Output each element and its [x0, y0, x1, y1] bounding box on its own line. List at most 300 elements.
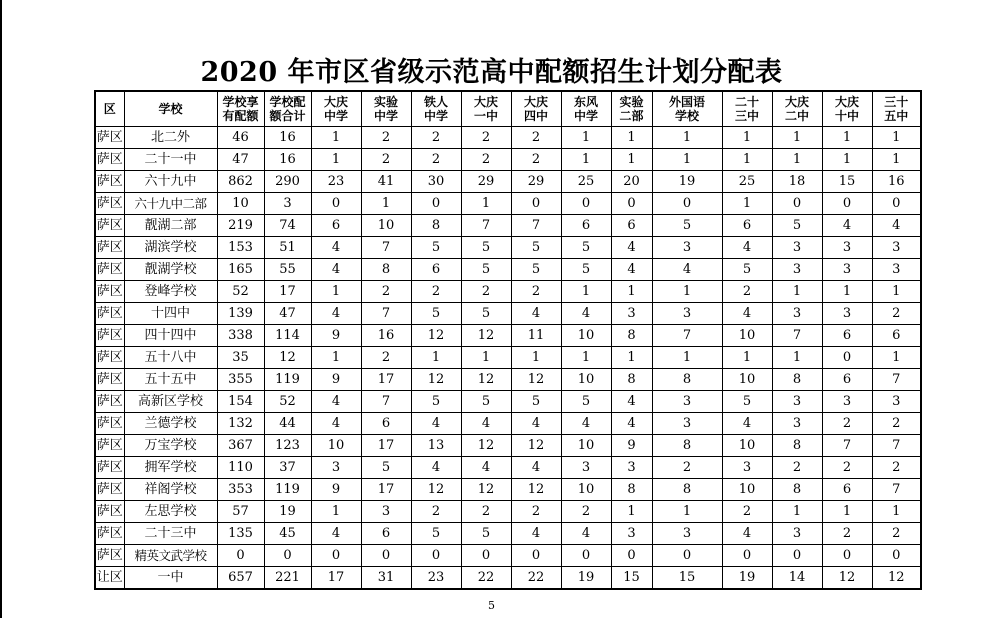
quota-cell: 31	[361, 567, 411, 590]
quota-cell: 5	[561, 259, 611, 281]
quota-cell: 2	[411, 127, 461, 149]
quota-cell: 8	[611, 325, 652, 347]
quota-cell: 0	[561, 545, 611, 567]
school-name-cell: 北二外	[124, 127, 217, 149]
column-header-line: 铁人	[423, 95, 448, 109]
column-header	[311, 91, 361, 127]
quota-cell: 12	[411, 325, 461, 347]
quota-cell: 1	[311, 149, 361, 171]
quota-total-cell: 123	[264, 435, 311, 457]
table-row	[95, 149, 921, 171]
quota-cell: 4	[722, 237, 772, 259]
column-header-line: 区	[103, 102, 116, 116]
column-header-line: 中学	[373, 109, 398, 123]
table-row	[95, 369, 921, 391]
quota-cell: 1	[511, 347, 561, 369]
quota-cell: 5	[561, 391, 611, 413]
quota-total-cell: 290	[264, 171, 311, 193]
quota-cell: 2	[652, 457, 722, 479]
school-name-cell: 五十八中	[124, 347, 217, 369]
quota-cell: 0	[872, 545, 921, 567]
quota-cell: 1	[411, 347, 461, 369]
entitled-quota-cell: 57	[217, 501, 264, 523]
quota-cell: 5	[772, 215, 822, 237]
column-header-line: 大庆	[834, 95, 859, 109]
entitled-quota-cell: 862	[217, 171, 264, 193]
quota-cell: 1	[872, 281, 921, 303]
quota-cell: 10	[561, 325, 611, 347]
column-header	[511, 91, 561, 127]
quota-cell: 5	[411, 303, 461, 325]
quota-cell: 4	[511, 413, 561, 435]
quota-cell: 25	[722, 171, 772, 193]
quota-cell: 1	[561, 127, 611, 149]
column-header	[461, 91, 511, 127]
quota-cell: 0	[411, 545, 461, 567]
quota-cell: 2	[461, 501, 511, 523]
quota-cell: 12	[461, 325, 511, 347]
column-header-line: 十中	[834, 109, 859, 123]
quota-cell: 1	[772, 347, 822, 369]
quota-cell: 2	[361, 347, 411, 369]
column-header-line: 大庆	[523, 95, 548, 109]
quota-cell: 7	[772, 325, 822, 347]
entitled-quota-cell: 0	[217, 545, 264, 567]
quota-cell: 17	[361, 369, 411, 391]
school-name-cell: 六十九中二部	[124, 193, 217, 215]
page-number: 5	[488, 599, 495, 612]
quota-cell: 12	[461, 479, 511, 501]
column-header	[361, 91, 411, 127]
column-header-line: 大庆	[323, 95, 348, 109]
table-row	[95, 457, 921, 479]
quota-cell: 3	[772, 237, 822, 259]
column-header-line: 三十	[884, 95, 909, 109]
table-row	[95, 325, 921, 347]
entitled-quota-cell: 46	[217, 127, 264, 149]
district-cell: 萨区	[95, 237, 124, 259]
district-cell: 萨区	[95, 501, 124, 523]
quota-cell: 10	[722, 325, 772, 347]
quota-cell: 8	[611, 369, 652, 391]
table-row	[95, 193, 921, 215]
quota-cell: 4	[461, 413, 511, 435]
left-margin-rule	[0, 0, 2, 618]
quota-cell: 12	[411, 479, 461, 501]
quota-cell: 5	[722, 391, 772, 413]
quota-cell: 3	[611, 303, 652, 325]
quota-cell: 3	[772, 259, 822, 281]
column-header	[95, 91, 124, 127]
quota-cell: 10	[361, 215, 411, 237]
quota-cell: 2	[361, 281, 411, 303]
quota-cell: 0	[611, 545, 652, 567]
quota-cell: 2	[511, 149, 561, 171]
quota-total-cell: 51	[264, 237, 311, 259]
entitled-quota-cell: 10	[217, 193, 264, 215]
column-header-line: 学校	[158, 102, 183, 116]
quota-cell: 3	[361, 501, 411, 523]
quota-cell: 22	[511, 567, 561, 590]
quota-cell: 0	[361, 545, 411, 567]
school-name-cell: 左思学校	[124, 501, 217, 523]
quota-cell: 4	[722, 303, 772, 325]
quota-cell: 17	[361, 435, 411, 457]
table-row	[95, 215, 921, 237]
quota-cell: 2	[361, 127, 411, 149]
quota-cell: 18	[772, 171, 822, 193]
quota-cell: 2	[822, 413, 872, 435]
quota-cell: 8	[361, 259, 411, 281]
quota-cell: 8	[411, 215, 461, 237]
column-header	[561, 91, 611, 127]
school-name-cell: 靓湖学校	[124, 259, 217, 281]
quota-cell: 2	[361, 149, 411, 171]
quota-cell: 1	[311, 347, 361, 369]
quota-cell: 12	[461, 369, 511, 391]
quota-cell: 0	[311, 545, 361, 567]
table-row	[95, 303, 921, 325]
column-header-line: 五中	[884, 109, 909, 123]
quota-cell: 1	[461, 193, 511, 215]
school-name-cell: 十四中	[124, 303, 217, 325]
quota-total-cell: 17	[264, 281, 311, 303]
quota-cell: 2	[411, 149, 461, 171]
quota-cell: 5	[461, 303, 511, 325]
school-name-cell: 湖滨学校	[124, 237, 217, 259]
column-header	[872, 91, 921, 127]
quota-cell: 3	[872, 391, 921, 413]
quota-cell: 3	[652, 523, 722, 545]
column-header-line: 有配额	[222, 109, 259, 123]
quota-cell: 8	[652, 435, 722, 457]
column-header	[264, 91, 311, 127]
quota-cell: 1	[872, 347, 921, 369]
district-cell: 萨区	[95, 171, 124, 193]
quota-cell: 4	[611, 413, 652, 435]
quota-cell: 6	[822, 369, 872, 391]
quota-cell: 12	[411, 369, 461, 391]
quota-cell: 6	[872, 325, 921, 347]
table-row	[95, 281, 921, 303]
quota-cell: 7	[872, 479, 921, 501]
quota-total-cell: 16	[264, 127, 311, 149]
quota-cell: 5	[511, 391, 561, 413]
quota-cell: 15	[611, 567, 652, 590]
school-name-cell: 二十三中	[124, 523, 217, 545]
table-row	[95, 171, 921, 193]
quota-cell: 12	[511, 479, 561, 501]
quota-cell: 0	[822, 347, 872, 369]
quota-cell: 12	[461, 435, 511, 457]
quota-cell: 2	[722, 501, 772, 523]
quota-total-cell: 3	[264, 193, 311, 215]
quota-cell: 7	[652, 325, 722, 347]
quota-cell: 29	[461, 171, 511, 193]
quota-cell: 5	[722, 259, 772, 281]
entitled-quota-cell: 132	[217, 413, 264, 435]
quota-cell: 12	[822, 567, 872, 590]
quota-cell: 3	[561, 457, 611, 479]
school-name-cell: 登峰学校	[124, 281, 217, 303]
entitled-quota-cell: 657	[217, 567, 264, 590]
quota-cell: 1	[611, 501, 652, 523]
entitled-quota-cell: 35	[217, 347, 264, 369]
quota-cell: 3	[772, 391, 822, 413]
school-name-cell: 祥阁学校	[124, 479, 217, 501]
quota-cell: 30	[411, 171, 461, 193]
quota-cell: 9	[311, 479, 361, 501]
quota-cell: 7	[461, 215, 511, 237]
quota-cell: 8	[652, 479, 722, 501]
quota-cell: 13	[411, 435, 461, 457]
column-header	[611, 91, 652, 127]
quota-cell: 1	[461, 347, 511, 369]
quota-cell: 7	[361, 303, 411, 325]
quota-cell: 4	[722, 523, 772, 545]
quota-cell: 41	[361, 171, 411, 193]
quota-cell: 3	[611, 523, 652, 545]
district-cell: 萨区	[95, 281, 124, 303]
quota-cell: 0	[411, 193, 461, 215]
quota-cell: 2	[822, 523, 872, 545]
school-name-cell: 六十九中	[124, 171, 217, 193]
quota-cell: 0	[822, 193, 872, 215]
district-cell: 萨区	[95, 479, 124, 501]
quota-cell: 4	[311, 259, 361, 281]
quota-cell: 20	[611, 171, 652, 193]
quota-cell: 0	[652, 193, 722, 215]
quota-total-cell: 47	[264, 303, 311, 325]
quota-cell: 1	[822, 127, 872, 149]
quota-cell: 5	[411, 391, 461, 413]
quota-cell: 7	[361, 391, 411, 413]
district-cell: 让区	[95, 567, 124, 590]
quota-cell: 4	[311, 303, 361, 325]
quota-cell: 6	[611, 215, 652, 237]
quota-cell: 1	[822, 149, 872, 171]
column-header-line: 大庆	[784, 95, 809, 109]
quota-cell: 8	[652, 369, 722, 391]
quota-total-cell: 119	[264, 369, 311, 391]
quota-total-cell: 221	[264, 567, 311, 590]
quota-cell: 23	[311, 171, 361, 193]
quota-cell: 4	[561, 413, 611, 435]
quota-cell: 3	[822, 237, 872, 259]
district-cell: 萨区	[95, 259, 124, 281]
quota-cell: 1	[561, 149, 611, 171]
school-name-cell: 兰德学校	[124, 413, 217, 435]
district-cell: 萨区	[95, 545, 124, 567]
quota-total-cell: 52	[264, 391, 311, 413]
quota-cell: 1	[722, 347, 772, 369]
quota-cell: 3	[652, 413, 722, 435]
quota-cell: 2	[411, 281, 461, 303]
quota-cell: 4	[611, 391, 652, 413]
quota-cell: 2	[822, 457, 872, 479]
quota-cell: 1	[722, 127, 772, 149]
quota-cell: 4	[611, 259, 652, 281]
quota-cell: 6	[361, 413, 411, 435]
quota-cell: 0	[611, 193, 652, 215]
district-cell: 萨区	[95, 457, 124, 479]
table-row	[95, 237, 921, 259]
quota-cell: 0	[872, 193, 921, 215]
quota-cell: 3	[652, 391, 722, 413]
quota-cell: 1	[772, 501, 822, 523]
table-row	[95, 545, 921, 567]
quota-total-cell: 55	[264, 259, 311, 281]
quota-cell: 5	[411, 237, 461, 259]
quota-cell: 3	[652, 237, 722, 259]
quota-cell: 5	[652, 215, 722, 237]
entitled-quota-cell: 338	[217, 325, 264, 347]
quota-cell: 5	[511, 237, 561, 259]
entitled-quota-cell: 47	[217, 149, 264, 171]
quota-cell: 4	[311, 237, 361, 259]
quota-total-cell: 0	[264, 545, 311, 567]
district-cell: 萨区	[95, 149, 124, 171]
column-header	[124, 91, 217, 127]
quota-cell: 2	[722, 281, 772, 303]
quota-cell: 19	[722, 567, 772, 590]
quota-cell: 5	[511, 259, 561, 281]
quota-cell: 1	[611, 347, 652, 369]
district-cell: 萨区	[95, 435, 124, 457]
table-row	[95, 501, 921, 523]
quota-cell: 10	[311, 435, 361, 457]
district-cell: 萨区	[95, 325, 124, 347]
quota-cell: 0	[511, 193, 561, 215]
quota-cell: 3	[772, 303, 822, 325]
quota-cell: 29	[511, 171, 561, 193]
quota-cell: 1	[611, 149, 652, 171]
quota-cell: 6	[822, 325, 872, 347]
quota-cell: 1	[561, 281, 611, 303]
quota-cell: 1	[772, 149, 822, 171]
quota-cell: 1	[311, 281, 361, 303]
quota-total-cell: 45	[264, 523, 311, 545]
quota-total-cell: 12	[264, 347, 311, 369]
quota-cell: 1	[652, 149, 722, 171]
district-cell: 萨区	[95, 523, 124, 545]
quota-cell: 12	[511, 435, 561, 457]
quota-cell: 4	[311, 391, 361, 413]
column-header-line: 学校	[674, 109, 699, 123]
column-header-line: 二十	[734, 95, 759, 109]
column-header-line: 中学	[423, 109, 448, 123]
district-cell: 萨区	[95, 303, 124, 325]
district-cell: 萨区	[95, 369, 124, 391]
column-header-line: 外国语	[668, 95, 705, 109]
quota-cell: 3	[722, 457, 772, 479]
quota-cell: 9	[611, 435, 652, 457]
table-row	[95, 523, 921, 545]
quota-cell: 11	[511, 325, 561, 347]
quota-cell: 2	[411, 501, 461, 523]
school-name-cell: 万宝学校	[124, 435, 217, 457]
column-header-line: 三中	[734, 109, 759, 123]
quota-cell: 3	[772, 413, 822, 435]
quota-cell: 2	[511, 281, 561, 303]
quota-cell: 0	[461, 545, 511, 567]
entitled-quota-cell: 154	[217, 391, 264, 413]
table-body	[95, 127, 921, 590]
quota-cell: 6	[722, 215, 772, 237]
quota-cell: 10	[561, 435, 611, 457]
school-name-cell: 五十五中	[124, 369, 217, 391]
table-row	[95, 435, 921, 457]
quota-cell: 25	[561, 171, 611, 193]
quota-cell: 2	[772, 457, 822, 479]
column-header	[217, 91, 264, 127]
quota-cell: 1	[772, 127, 822, 149]
table-row	[95, 479, 921, 501]
quota-cell: 6	[822, 479, 872, 501]
quota-cell: 9	[311, 325, 361, 347]
quota-cell: 3	[772, 523, 822, 545]
quota-cell: 5	[411, 523, 461, 545]
school-name-cell: 四十四中	[124, 325, 217, 347]
quota-cell: 0	[652, 545, 722, 567]
quota-cell: 3	[872, 237, 921, 259]
column-header-line: 学校配	[269, 95, 306, 109]
quota-cell: 10	[722, 435, 772, 457]
quota-cell: 2	[461, 127, 511, 149]
column-header	[772, 91, 822, 127]
quota-cell: 1	[361, 193, 411, 215]
district-cell: 萨区	[95, 391, 124, 413]
quota-cell: 3	[822, 303, 872, 325]
quota-cell: 4	[722, 413, 772, 435]
quota-cell: 4	[411, 413, 461, 435]
quota-allocation-table	[94, 90, 922, 590]
quota-cell: 10	[722, 479, 772, 501]
quota-cell: 2	[461, 149, 511, 171]
school-name-cell: 二十一中	[124, 149, 217, 171]
quota-cell: 2	[561, 501, 611, 523]
quota-cell: 5	[461, 237, 511, 259]
quota-cell: 10	[561, 479, 611, 501]
quota-cell: 16	[872, 171, 921, 193]
quota-total-cell: 74	[264, 215, 311, 237]
column-header	[822, 91, 872, 127]
quota-cell: 1	[652, 501, 722, 523]
district-cell: 萨区	[95, 215, 124, 237]
quota-total-cell: 37	[264, 457, 311, 479]
quota-cell: 10	[722, 369, 772, 391]
quota-cell: 8	[611, 479, 652, 501]
entitled-quota-cell: 355	[217, 369, 264, 391]
quota-cell: 4	[822, 215, 872, 237]
quota-cell: 2	[511, 501, 561, 523]
column-header-line: 二部	[619, 109, 644, 123]
quota-cell: 1	[772, 281, 822, 303]
quota-cell: 7	[872, 435, 921, 457]
entitled-quota-cell: 165	[217, 259, 264, 281]
quota-cell: 5	[561, 237, 611, 259]
quota-cell: 1	[611, 281, 652, 303]
quota-cell: 14	[772, 567, 822, 590]
district-cell: 萨区	[95, 193, 124, 215]
quota-cell: 7	[361, 237, 411, 259]
quota-cell: 9	[311, 369, 361, 391]
quota-cell: 0	[772, 545, 822, 567]
column-header-line: 东风	[573, 95, 598, 109]
column-header-line: 中学	[573, 109, 598, 123]
quota-cell: 5	[361, 457, 411, 479]
quota-total-cell: 16	[264, 149, 311, 171]
